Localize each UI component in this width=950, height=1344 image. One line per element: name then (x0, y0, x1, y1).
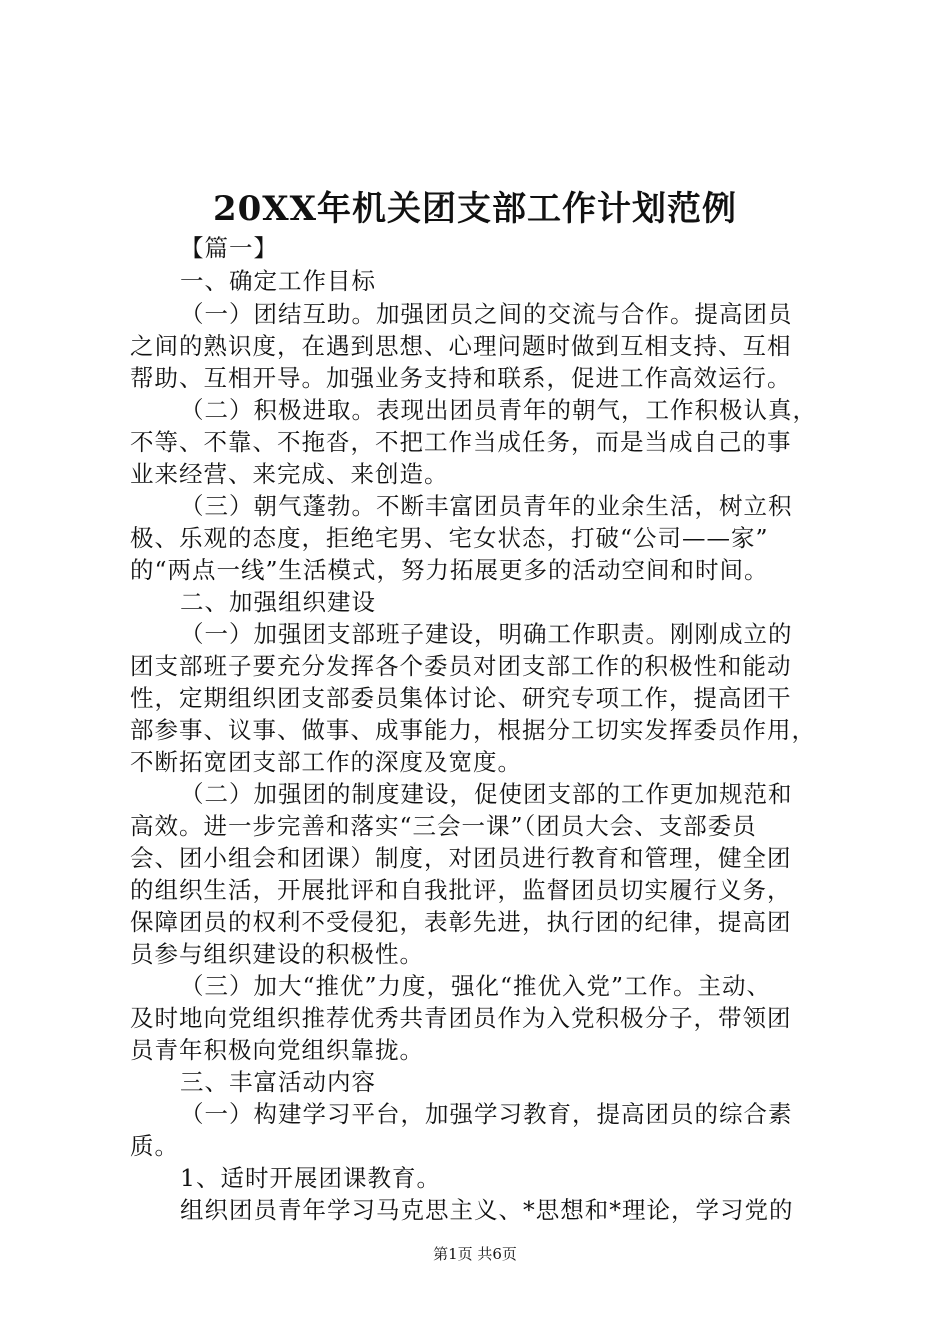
paragraph-line: 的组织生活，开展批评和自我批评，监督团员切实履行义务， (130, 876, 792, 904)
paragraph-line: （一）加强团支部班子建设，明确工作职责。刚刚成立的 (180, 620, 793, 648)
paragraph-line: 部参事、议事、做事、成事能力，根据分工切实发挥委员作用， (130, 716, 816, 744)
paragraph-line: 高效。进一步完善和落实“三会一课”（团员大会、支部委员 (130, 812, 757, 840)
paragraph-line: 的“两点一线”生活模式，努力拓展更多的活动空间和时间。 (130, 556, 769, 584)
paragraph-line: （一）构建学习平台，加强学习教育，提高团员的综合素 (180, 1100, 793, 1128)
paragraph-line: 员参与组织建设的积极性。 (130, 940, 424, 968)
paragraph-line: 不等、不靠、不拖沓，不把工作当成任务，而是当成自己的事 (130, 428, 792, 456)
paragraph-line: （一）团结互助。加强团员之间的交流与合作。提高团员 (180, 300, 793, 328)
paragraph-line: 1、适时开展团课教育。 (180, 1164, 441, 1192)
paragraph-line: （三）加大“推优”力度，强化“推优入党”工作。主动、 (180, 972, 772, 1000)
paragraph-line: 业来经营、来完成、来创造。 (130, 460, 449, 488)
paragraph-line: 及时地向党组织推荐优秀共青团员作为入党积极分子，带领团 (130, 1004, 792, 1032)
paragraph-line: 组织团员青年学习马克思主义、*思想和*理论，学习党的 (180, 1196, 794, 1224)
paragraph-line: 之间的熟识度，在遇到思想、心理问题时做到互相支持、互相 (130, 332, 792, 360)
paragraph-line: 会、团小组会和团课）制度，对团员进行教育和管理，健全团 (130, 844, 792, 872)
page-footer: 第1页 共6页 (433, 1245, 517, 1263)
paragraph-line: 极、乐观的态度，拒绝宅男、宅女状态，打破“公司——家” (130, 524, 769, 552)
section-label-part-one: 【篇一】 (180, 234, 278, 262)
document-title: 20XX年机关团支部工作计划范例 (212, 189, 738, 229)
paragraph-line: 帮助、互相开导。加强业务支持和联系，促进工作高效运行。 (130, 364, 792, 392)
paragraph-line: 质。 (130, 1132, 179, 1160)
paragraph-line: 保障团员的权利不受侵犯，表彰先进，执行团的纪律，提高团 (130, 908, 792, 936)
heading-2: 二、加强组织建设 (180, 588, 376, 616)
heading-3: 三、丰富活动内容 (180, 1068, 376, 1096)
paragraph-line: 员青年积极向党组织靠拢。 (130, 1036, 424, 1064)
paragraph-line: （二）积极进取。表现出团员青年的朝气，工作积极认真， (180, 396, 817, 424)
heading-1: 一、确定工作目标 (180, 267, 376, 295)
paragraph-line: （三）朝气蓬勃。不断丰富团员青年的业余生活，树立积 (180, 492, 793, 520)
paragraph-line: 不断拓宽团支部工作的深度及宽度。 (130, 748, 522, 776)
paragraph-line: 性，定期组织团支部委员集体讨论、研究专项工作，提高团干 (130, 684, 792, 712)
paragraph-line: （二）加强团的制度建设，促使团支部的工作更加规范和 (180, 780, 793, 808)
paragraph-line: 团支部班子要充分发挥各个委员对团支部工作的积极性和能动 (130, 652, 792, 680)
